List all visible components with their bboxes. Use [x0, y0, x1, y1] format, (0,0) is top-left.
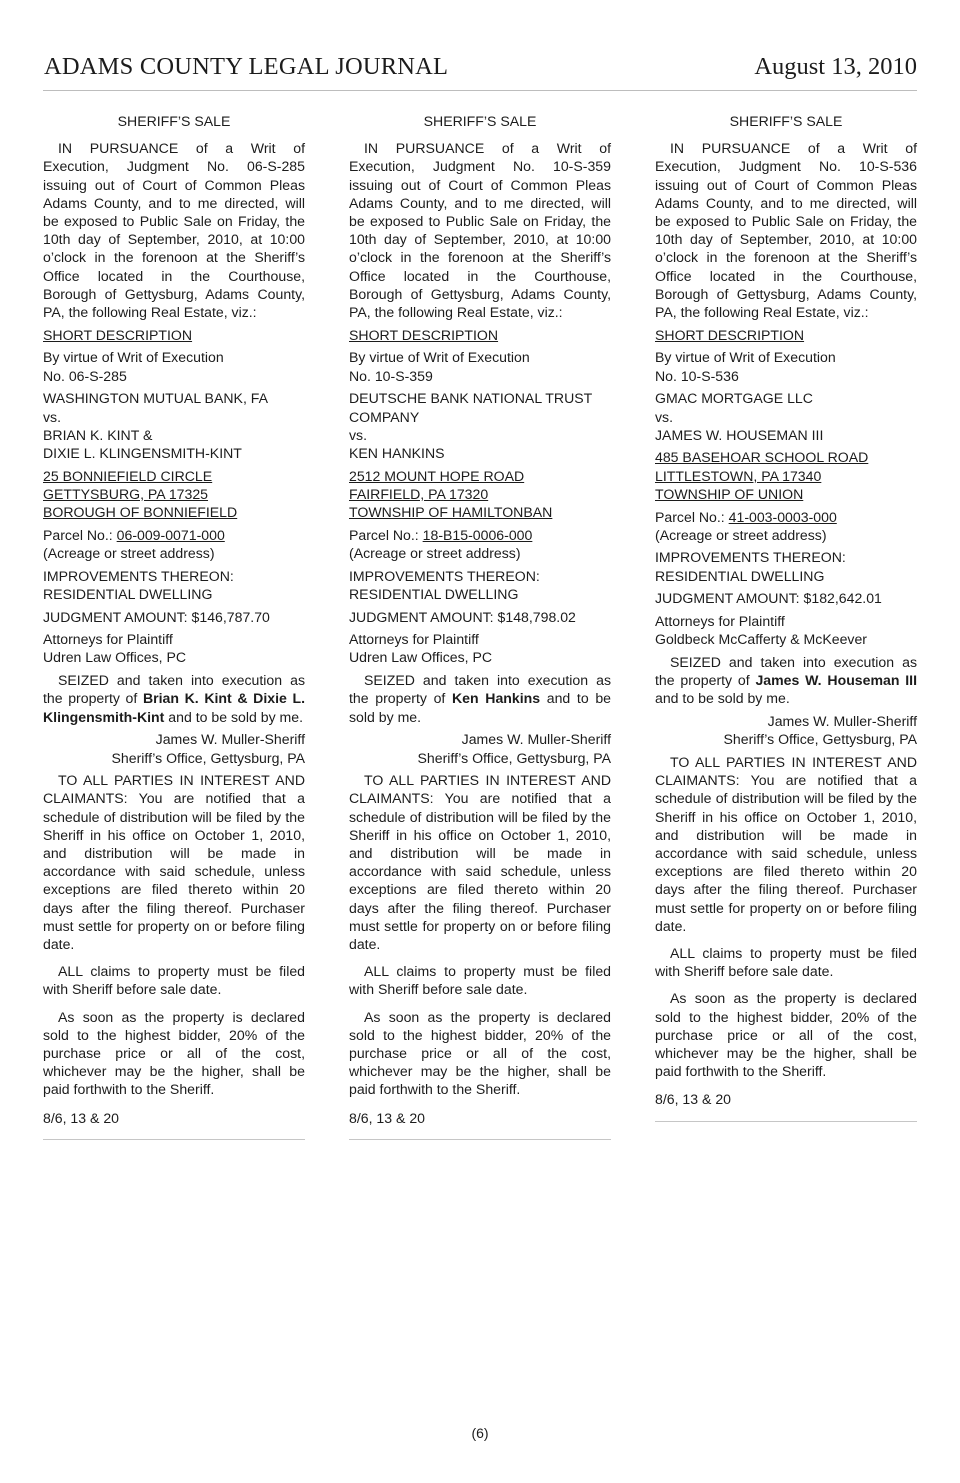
claims-notice: ALL claims to property must be filed with Sheriff before sale date.: [43, 963, 305, 998]
notice-divider: [655, 1121, 917, 1122]
writ-number: No. 10-S-359: [349, 367, 433, 384]
plaintiff: GMAC MORTGAGE LLC: [655, 390, 813, 407]
address-line: TOWNSHIP OF UNION: [655, 485, 804, 502]
publication-dates: 8/6, 13 & 20: [349, 1109, 426, 1126]
writ-info: [349, 348, 611, 384]
attorneys-label: Attorneys for Plaintiff: [349, 631, 479, 648]
seizure-text: SEIZED and taken into execution as the property of: [349, 672, 611, 707]
claims-notice: ALL claims to property must be filed with Sheriff before sale date.: [349, 963, 611, 998]
short-description-label: SHORT DESCRIPTION: [655, 326, 805, 343]
short-description-label: SHORT DESCRIPTION: [43, 326, 193, 343]
versus: vs.: [655, 408, 674, 425]
page-number: (6): [471, 1425, 489, 1441]
attorneys-name: Udren Law Offices, PC: [349, 649, 493, 666]
address-line: 25 BONNIEFIELD CIRCLE: [43, 467, 213, 484]
notice-divider: [349, 1139, 611, 1140]
notice-intro: IN PURSUANCE of a Writ of Execution, Judgment No. 10-S-536 issuing out of Court of Common Pleas Adams County, and to me directed, will be exposed to Public Sale on Friday, the 10th day of September, 2010, at 10:00 o’clock in the forenoon at the Sheriff’s Office located in the Courthouse, Borough of Gettysburg, Adams County, PA, the following Real Estate, viz.:: [655, 140, 917, 321]
judgment-amount: JUDGMENT AMOUNT: $148,798.02: [349, 608, 576, 625]
sheriff-signature: [655, 712, 917, 748]
attorneys-name: Udren Law Offices, PC: [43, 649, 187, 666]
property-owner: Ken Hankins: [452, 690, 541, 707]
publication-dates: 8/6, 13 & 20: [43, 1109, 120, 1126]
case-parties: [349, 389, 611, 462]
notice-heading: SHERIFF’S SALE: [729, 113, 843, 129]
parcel-number: 06-009-0071-000: [116, 526, 225, 543]
improvements-label: IMPROVEMENTS THEREON:: [43, 567, 234, 584]
bidder-notice: As soon as the property is declared sold to the highest bidder, 20% of the purchase price or all of the cost, whichever may be the higher, shall be paid forthwith to the Sheriff.: [43, 1008, 305, 1098]
property-address: [349, 467, 611, 522]
attorneys-label: Attorneys for Plaintiff: [43, 631, 173, 648]
sheriff-office: Sheriff’s Office, Gettysburg, PA: [723, 731, 917, 748]
improvements: [349, 567, 611, 603]
plaintiff: WASHINGTON MUTUAL BANK, FA: [43, 390, 269, 407]
parcel-info: [43, 526, 305, 562]
sheriff-name: James W. Muller-Sheriff: [767, 713, 917, 730]
improvements-value: RESIDENTIAL DWELLING: [43, 585, 213, 602]
notice-heading: SHERIFF’S SALE: [117, 113, 231, 129]
notice-intro: IN PURSUANCE of a Writ of Execution, Judgment No. 06-S-285 issuing out of Court of Common Pleas Adams County, and to me directed, will be exposed to Public Sale on Friday, the 10th day of September, 2010, at 10:00 o’clock in the forenoon at the Sheriff’s Office located in the Courthouse, Borough of Gettysburg, Adams County, PA, the following Real Estate, viz.:: [43, 140, 305, 321]
writ-number: No. 06-S-285: [43, 367, 127, 384]
sheriff-name: James W. Muller-Sheriff: [155, 731, 305, 748]
bidder-notice: As soon as the property is declared sold to the highest bidder, 20% of the purchase price or all of the cost, whichever may be the higher, shall be paid forthwith to the Sheriff.: [349, 1008, 611, 1098]
acreage-note: (Acreage or street address): [43, 544, 215, 561]
parties-notice: TO ALL PARTIES IN INTEREST AND CLAIMANTS: You are notified that a schedule of distribution will be filed by the Sheriff in his office on October 1, 2010, and distribution will be made in accordance with said schedule, unless exceptions are filed thereto within 20 days after the filing thereof. Purchaser must settle for property on or before filing date.: [655, 754, 917, 934]
parties-notice: TO ALL PARTIES IN INTEREST AND CLAIMANTS: You are notified that a schedule of distribution will be filed by the Sheriff in his office on October 1, 2010, and distribution will be made in accordance with said schedule, unless exceptions are filed thereto within 20 days after the filing thereof. Purchaser must settle for property on or before filing date.: [349, 772, 611, 953]
bidder-notice: As soon as the property is declared sold to the highest bidder, 20% of the purchase price or all of the cost, whichever may be the higher, shall be paid forthwith to the Sheriff.: [655, 990, 917, 1080]
defendant: DIXIE L. KLINGENSMITH-KINT: [43, 444, 242, 461]
improvements-value: RESIDENTIAL DWELLING: [349, 585, 519, 602]
parcel-info: [655, 508, 917, 544]
improvements: [655, 548, 917, 584]
parcel-number: 18-B15-0006-000: [422, 526, 533, 543]
notice-divider: [43, 1139, 305, 1140]
address-line: BOROUGH OF BONNIEFIELD: [43, 504, 238, 521]
short-description-label: SHORT DESCRIPTION: [349, 326, 499, 343]
attorneys: [655, 612, 917, 648]
acreage-note: (Acreage or street address): [655, 526, 827, 543]
seizure-statement: [349, 671, 611, 726]
judgment-amount: JUDGMENT AMOUNT: $182,642.01: [655, 590, 882, 607]
sheriff-signature: [349, 730, 611, 766]
sheriff-office: Sheriff’s Office, Gettysburg, PA: [417, 749, 611, 766]
property-address: [43, 467, 305, 522]
writ-line: By virtue of Writ of Execution: [43, 349, 224, 366]
defendant: KEN HANKINS: [349, 444, 445, 461]
acreage-note: (Acreage or street address): [349, 544, 521, 561]
judgment-amount: JUDGMENT AMOUNT: $146,787.70: [43, 608, 270, 625]
property-owner: James W. Houseman III: [755, 672, 918, 689]
notice-intro: IN PURSUANCE of a Writ of Execution, Judgment No. 10-S-359 issuing out of Court of Common Pleas Adams County, and to me directed, will be exposed to Public Sale on Friday, the 10th day of September, 2010, at 10:00 o’clock in the forenoon at the Sheriff’s Office located in the Courthouse, Borough of Gettysburg, Adams County, PA, the following Real Estate, viz.:: [349, 140, 611, 321]
case-parties: [655, 389, 917, 444]
improvements: [43, 567, 305, 603]
property-address: [655, 448, 917, 503]
parcel-label: Parcel No.:: [655, 508, 729, 525]
claims-notice: ALL claims to property must be filed with Sheriff before sale date.: [655, 945, 917, 980]
property-owner: Brian K. Kint & Dixie L. Klingensmith-Kint: [43, 690, 306, 725]
sheriff-sale-notice-1: [43, 112, 305, 1140]
defendant: JAMES W. HOUSEMAN III: [655, 426, 824, 443]
seizure-text: SEIZED and taken into execution as the property of: [43, 672, 305, 707]
address-line: 2512 MOUNT HOPE ROAD: [349, 467, 525, 484]
sheriff-office: Sheriff’s Office, Gettysburg, PA: [111, 749, 305, 766]
address-line: GETTYSBURG, PA 17325: [43, 485, 209, 502]
journal-title: ADAMS COUNTY LEGAL JOURNAL: [44, 53, 449, 80]
sheriff-signature: [43, 730, 305, 766]
parties-notice: TO ALL PARTIES IN INTEREST AND CLAIMANTS: You are notified that a schedule of distribution will be filed by the Sheriff in his office on October 1, 2010, and distribution will be made in accordance with said schedule, unless exceptions are filed thereto within 20 days after the filing thereof. Purchaser must settle for property on or before filing date.: [43, 772, 305, 953]
writ-line: By virtue of Writ of Execution: [655, 349, 836, 366]
seizure-statement: [43, 671, 305, 726]
address-line: FAIRFIELD, PA 17320: [349, 485, 489, 502]
writ-number: No. 10-S-536: [655, 367, 739, 384]
parcel-info: [349, 526, 611, 562]
parcel-label: Parcel No.:: [43, 526, 117, 543]
sheriff-name: James W. Muller-Sheriff: [461, 731, 611, 748]
writ-info: [43, 348, 305, 384]
improvements-value: RESIDENTIAL DWELLING: [655, 567, 825, 584]
plaintiff: DEUTSCHE BANK NATIONAL TRUST: [349, 390, 593, 407]
issue-date: August 13, 2010: [754, 53, 917, 80]
seizure-text: SEIZED and taken into execution as the property of: [655, 653, 917, 689]
improvements-label: IMPROVEMENTS THEREON:: [349, 567, 540, 584]
seizure-statement: [655, 653, 917, 708]
notice-heading: SHERIFF’S SALE: [423, 113, 537, 129]
seizure-text: and to be sold by me.: [655, 690, 790, 707]
sheriff-sale-notice-2: [349, 112, 611, 1140]
attorneys-name: Goldbeck McCafferty & McKeever: [655, 631, 868, 648]
attorneys-label: Attorneys for Plaintiff: [655, 613, 785, 630]
plaintiff: COMPANY: [349, 408, 420, 425]
parcel-number: 41-003-0003-000: [728, 508, 837, 525]
address-line: 485 BASEHOAR SCHOOL ROAD: [655, 449, 869, 466]
attorneys: [349, 630, 611, 666]
address-line: LITTLESTOWN, PA 17340: [655, 467, 822, 484]
page-header: [43, 50, 917, 91]
writ-info: [655, 348, 917, 384]
versus: vs.: [349, 426, 368, 443]
address-line: TOWNSHIP OF HAMILTONBAN: [349, 504, 553, 521]
case-parties: [43, 389, 305, 462]
seizure-text: and to be sold by me.: [349, 690, 611, 725]
seizure-text: and to be sold by me.: [164, 708, 304, 725]
parcel-label: Parcel No.:: [349, 526, 423, 543]
writ-line: By virtue of Writ of Execution: [349, 349, 530, 366]
publication-dates: 8/6, 13 & 20: [655, 1091, 732, 1108]
sheriff-sale-notice-3: [655, 112, 917, 1122]
defendant: BRIAN K. KINT &: [43, 426, 153, 443]
attorneys: [43, 630, 305, 666]
versus: vs.: [43, 408, 62, 425]
improvements-label: IMPROVEMENTS THEREON:: [655, 549, 846, 566]
